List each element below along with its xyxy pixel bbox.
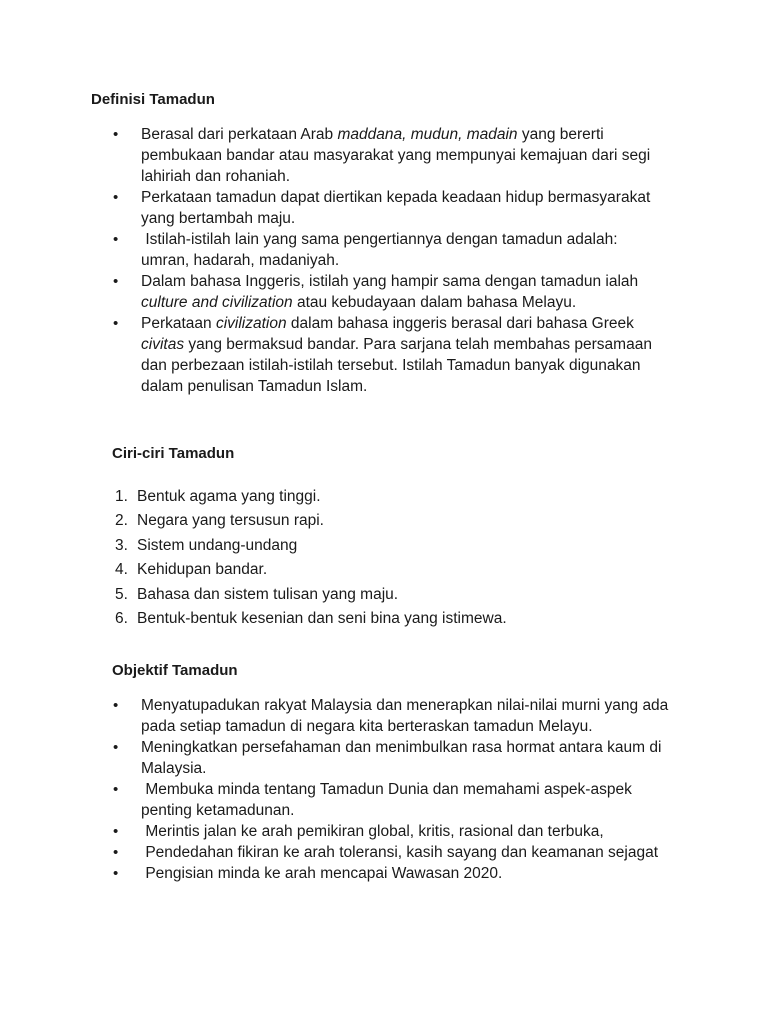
list-item: • Perkataan tamadun dapat diertikan kepada keadaan hidup bermasyarakat yang bertambah maju. (113, 189, 651, 227)
list-item: • Dalam bahasa Inggeris, istilah yang hampir sama dengan tamadun ialah culture and civilization atau kebudayaan dalam bahasa Melayu. (113, 273, 639, 311)
list-item: 5. Bahasa dan sistem tulisan yang maju. (115, 585, 399, 603)
list-item: • Pendedahan fikiran ke arah toleransi, kasih sayang dan keamanan sejagat (113, 844, 659, 861)
heading-objektif-tamadun: Objektif Tamadun (112, 662, 238, 679)
heading-ciri-ciri-tamadun: Ciri-ciri Tamadun (112, 445, 235, 462)
bullet-icon: • (113, 697, 119, 714)
list-item: 6. Bentuk-bentuk kesenian dan seni bina yang istimewa. (115, 609, 507, 627)
bullet-icon: • (113, 865, 119, 882)
list-item: 2. Negara yang tersusun rapi. (115, 512, 324, 530)
list-item: • Meningkatkan persefahaman dan menimbulkan rasa hormat antara kaum di Malaysia. (113, 739, 662, 777)
list-item: • Membuka minda tentang Tamadun Dunia dan memahami aspek-aspek penting ketamadunan. (113, 781, 637, 819)
bullet-icon: • (113, 273, 119, 290)
bullet-icon: • (113, 823, 119, 840)
bullet-icon: • (113, 844, 119, 861)
bullet-icon: • (113, 739, 119, 756)
bullet-icon: • (113, 126, 119, 143)
bullet-icon: • (113, 231, 119, 248)
objektif-list (112, 695, 682, 884)
list-item: 3. Sistem undang-undang (115, 536, 298, 554)
bullet-icon: • (113, 315, 119, 332)
list-item: 1. Bentuk agama yang tinggi. (115, 488, 321, 505)
list-item: • Perkataan civilization dalam bahasa inggeris berasal dari bahasa Greek civitas yang bermaksud bandar. Para sarjana telah membahas persamaan dan perbezaan istilah-istilah tersebut. Istilah Tamadun banyak digunakan dalam penulisan Tamadun Islam. (113, 315, 652, 395)
list-item: • Istilah-istilah lain yang sama pengertiannya dengan tamadun adalah: umran, hadarah, madaniyah. (113, 231, 622, 269)
list-item: • Merintis jalan ke arah pemikiran global, kritis, rasional dan terbuka, (113, 823, 604, 840)
bullet-icon: • (113, 189, 119, 206)
definisi-list (112, 124, 657, 397)
list-item: • Menyatupadukan rakyat Malaysia dan menerapkan nilai-nilai murni yang ada pada setiap tamadun di negara kita berteraskan tamadun Melayu. (113, 697, 669, 735)
heading-definisi-tamadun: Definisi Tamadun (91, 91, 215, 108)
list-item: • Pengisian minda ke arah mencapai Wawasan 2020. (113, 865, 503, 882)
bullet-icon: • (113, 781, 119, 798)
list-item: • Berasal dari perkataan Arab maddana, mudun, madain yang bererti pembukaan bandar atau masyarakat yang mempunyai kemajuan dari segi lahiriah dan rohaniah. (113, 126, 651, 185)
ciri-list (115, 486, 675, 632)
list-item: 4. Kehidupan bandar. (115, 561, 268, 579)
